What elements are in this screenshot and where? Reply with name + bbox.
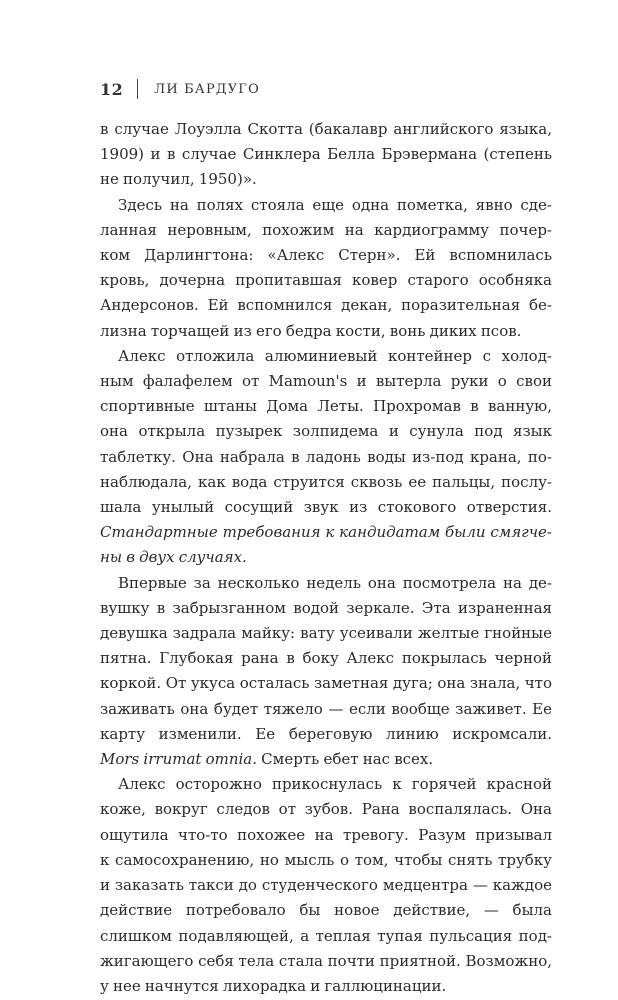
- text-line: ощутила что-то похожее на тревогу. Разум призывал: [100, 825, 552, 844]
- text-line: коже, вокруг следов от зубов. Рана воспалялась. Она: [100, 800, 552, 819]
- text-line: заживать она будет тяжело — если вообще заживет. Ее: [100, 699, 552, 718]
- text-line: ны в двух случаях.: [100, 548, 247, 567]
- text-line: жигающего себя тела стала почти приятной. Возможно,: [100, 951, 552, 970]
- running-head-author: ЛИ БАРДУГО: [154, 81, 260, 97]
- paragraph: [100, 772, 552, 999]
- text-line: наблюдала, как вода струится сквозь ее пальцы, послу-: [100, 472, 552, 491]
- text-line: спортивные штаны Дома Леты. Прохромав в ванную,: [100, 397, 552, 416]
- latin-phrase: Mors irrumat omnia.: [100, 750, 258, 769]
- page-header: [100, 78, 260, 100]
- text-line: ком Дарлингтона: «Алекс Стерн». Ей вспомнилась: [100, 246, 552, 265]
- text-line: шала унылый сосущий звук из стокового отверстия.: [100, 498, 552, 517]
- text-line: карту изменили. Ее береговую линию искромсали.: [100, 724, 552, 743]
- text-line: Алекс отложила алюминиевый контейнер с холод-: [118, 346, 552, 365]
- text-line: слишком подавляющей, а теплая тупая пульсация под-: [100, 926, 552, 945]
- text-line: Здесь на полях стояла еще одна пометка, явно сде-: [118, 195, 552, 214]
- paragraph: [100, 571, 552, 773]
- text-line: Алекс осторожно прикоснулась к горячей красной: [118, 775, 552, 794]
- text-line: пятна. Глубокая рана в боку Алекс покрылась черной: [100, 649, 552, 668]
- text-line: лизна торчащей из его бедра кости, вонь диких псов.: [100, 321, 522, 340]
- text-line: ланная неровным, похожим на кардиограмму почер-: [100, 220, 552, 239]
- text-line: в случае Лоуэлла Скотта (бакалавр английского языка,: [100, 120, 552, 138]
- text-line: кровь, дочерна пропитавшая ковер старого особняка: [100, 271, 552, 290]
- paragraph: [100, 193, 552, 344]
- text-line: и заказать такси до студенческого медцентра — каждое: [100, 876, 552, 895]
- text-line: девушка задрала майку: вату усеивали желтые гнойные: [100, 624, 552, 643]
- text-line: Стандартные требования к кандидатам были смягче-: [100, 523, 552, 542]
- body-text: [100, 117, 552, 999]
- text-line: Андерсонов. Ей вспомнился декан, поразительная бе-: [100, 296, 552, 315]
- page-number: 12: [100, 79, 124, 99]
- text-line: у нее начнутся лихорадка и галлюцинации.: [100, 976, 447, 995]
- text-line: Впервые за несколько недель она посмотрела на де-: [118, 573, 552, 592]
- text-line: она открыла пузырек золпидема и сунула под язык: [100, 422, 552, 441]
- text-line: [100, 747, 552, 772]
- text-line: вушку в забрызганном водой зеркале. Эта израненная: [100, 598, 552, 617]
- text-line: 1909) и в случае Синклера Белла Брэвермана (степень: [100, 145, 552, 164]
- text-line: таблетку. Она набрала в ладонь воды из-под крана, по-: [100, 447, 552, 466]
- text-line: ным фалафелем от Mamoun's и вытерла руки о свои: [100, 372, 552, 391]
- header-divider: [137, 79, 138, 99]
- text-line: действие потребовало бы новое действие, — была: [100, 901, 552, 920]
- text-line: к самосохранению, но мысль о том, чтобы снять трубку: [100, 850, 552, 869]
- translation-phrase: Смерть ебет нас всех.: [257, 750, 434, 769]
- paragraph: [100, 344, 552, 571]
- paragraph: [100, 117, 552, 193]
- text-line: не получил, 1950)».: [100, 170, 257, 189]
- text-line: коркой. От укуса осталась заметная дуга; она знала, что: [100, 674, 552, 693]
